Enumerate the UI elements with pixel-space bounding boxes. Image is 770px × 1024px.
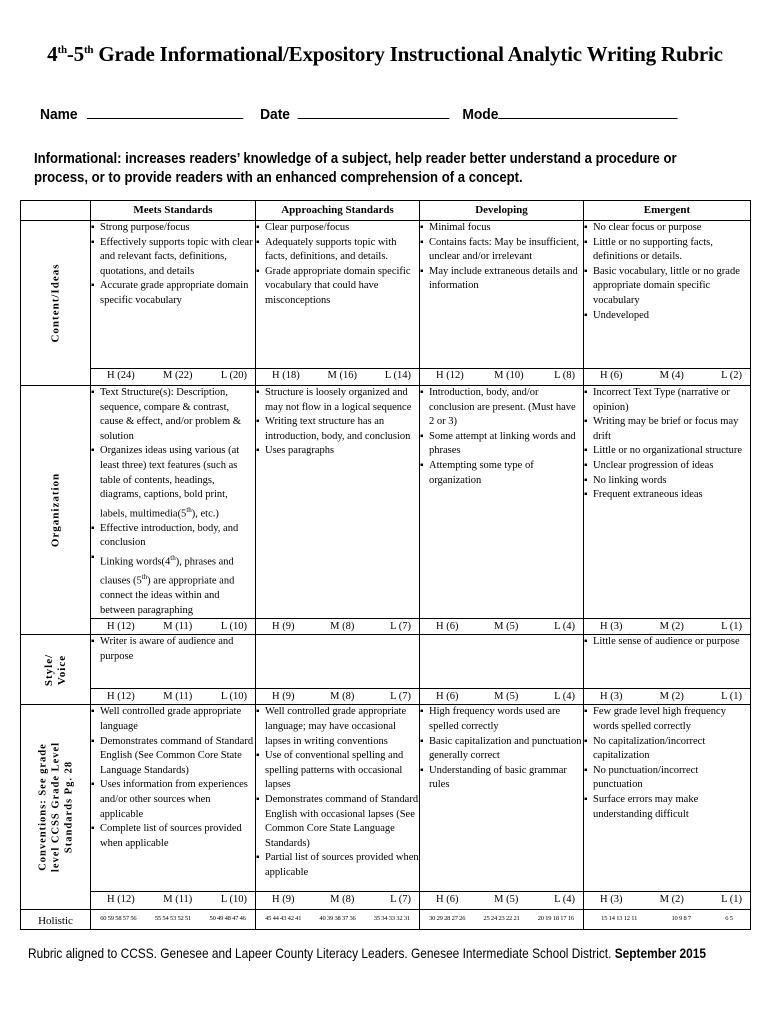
criteria-cell: [256, 386, 420, 619]
criteria-list: [91, 386, 255, 618]
criteria-item: ▪ No clear focus or purpose: [584, 221, 750, 236]
criteria-item: ▪ Some attempt at linking words and phrases: [420, 430, 583, 459]
score-option[interactable]: H (12): [107, 893, 135, 905]
criteria-item: ▪ Text Structure(s): Description, sequence, compare & contrast, cause & effect, and/or problem & solution: [91, 386, 255, 444]
score-option[interactable]: H (6): [436, 690, 459, 702]
criteria-row-content-ideas: [21, 221, 751, 369]
holistic-score-range: 15 14 13 12 11: [601, 915, 638, 923]
criteria-item: ▪ Contains facts: May be insufficient, unclear and/or irrelevant: [420, 236, 583, 265]
criteria-list: [584, 221, 750, 323]
holistic-score-range: 25 24 23 22 21: [483, 915, 520, 923]
criteria-item: ▪ Little sense of audience or purpose: [584, 635, 750, 650]
score-cell: [91, 619, 256, 635]
score-option[interactable]: M (2): [659, 893, 684, 905]
criteria-list: [584, 386, 750, 503]
score-row: [21, 619, 751, 635]
criteria-cell: [91, 705, 256, 892]
criteria-cell: [584, 386, 751, 619]
name-field[interactable]: [87, 104, 243, 119]
score-cell: [584, 892, 751, 910]
criteria-list: [256, 705, 419, 880]
criteria-item: ▪ Frequent extraneous ideas: [584, 488, 750, 503]
criteria-list: [256, 221, 419, 309]
score-option[interactable]: M (8): [330, 893, 355, 905]
holistic-cell: [584, 910, 751, 930]
holistic-row: [21, 910, 751, 930]
holistic-score-range: 60 59 58 57 56: [100, 915, 137, 923]
score-option[interactable]: H (6): [600, 370, 623, 382]
row-label: [43, 654, 69, 686]
criteria-item: ▪ Demonstrates command of Standard English (See Common Core State Language Standards): [91, 735, 255, 779]
criteria-item: ▪ Minimal focus: [420, 221, 583, 236]
name-label: Name: [40, 106, 78, 123]
holistic-cell: [256, 910, 420, 930]
criteria-list: [584, 635, 750, 650]
score-option[interactable]: H (12): [107, 620, 135, 632]
holistic-score-range: 20 19 18 17 16: [537, 915, 574, 923]
score-cell: [420, 892, 584, 910]
score-option[interactable]: L (1): [721, 620, 742, 632]
corner-cell: [21, 201, 91, 221]
score-option[interactable]: M (11): [163, 620, 193, 632]
score-option[interactable]: M (4): [659, 370, 684, 382]
column-header: Approaching Standards: [256, 201, 420, 221]
score-option[interactable]: M (8): [330, 690, 355, 702]
criteria-list: [584, 705, 750, 822]
criteria-item: ▪ Unclear progression of ideas: [584, 459, 750, 474]
score-option[interactable]: H (3): [600, 690, 623, 702]
holistic-score-range: 6 5: [725, 915, 733, 923]
holistic-score-range: 30 29 28 27 26: [429, 915, 466, 923]
row-label-cell: [21, 221, 91, 386]
criteria-item: ▪ Well controlled grade appropriate language: [91, 705, 255, 734]
criteria-cell: [420, 386, 584, 619]
score-option[interactable]: H (24): [107, 370, 135, 382]
criteria-item: ▪ Clear purpose/focus: [256, 221, 419, 236]
criteria-item: ▪ No punctuation/incorrect punctuation: [584, 764, 750, 793]
footer: Rubric aligned to CCSS. Genesee and Lapeer County Literacy Leaders. Genesee Intermediate School District. September 2015: [28, 945, 707, 961]
criteria-list: [91, 705, 255, 851]
row-label-line: Content/Ideas: [49, 263, 61, 343]
criteria-item: ▪ Little or no supporting facts, definitions or details.: [584, 236, 750, 265]
criteria-list: [420, 705, 583, 793]
criteria-item: ▪ Grade appropriate domain specific vocabulary that could have misconceptions: [256, 265, 419, 309]
score-row: [21, 369, 751, 386]
holistic-cell: [420, 910, 584, 930]
score-cell: [584, 369, 751, 386]
holistic-cell: [91, 910, 256, 930]
criteria-item: ▪ Basic capitalization and punctuation generally correct: [420, 735, 583, 764]
column-header: Developing: [420, 201, 584, 221]
intro-text: Informational: increases readers’ knowledge of a subject, help reader better understand a procedure or process, or to provide readers with an enhanced comprehension of a concept.: [34, 150, 677, 186]
criteria-item: ▪ No linking words: [584, 474, 750, 489]
criteria-item: ▪ Attempting some type of organization: [420, 459, 583, 488]
score-row: [21, 892, 751, 910]
score-option[interactable]: H (9): [272, 620, 295, 632]
score-option[interactable]: L (4): [554, 620, 575, 632]
score-cell: [420, 369, 584, 386]
row-label-line: Standards Pg. 28: [63, 761, 74, 854]
score-option[interactable]: L (1): [721, 893, 742, 905]
score-cell: [420, 619, 584, 635]
criteria-item: ▪ Surface errors may make understanding difficult: [584, 793, 750, 822]
score-option[interactable]: H (12): [436, 370, 464, 382]
score-option[interactable]: M (2): [659, 690, 684, 702]
criteria-list: [256, 386, 419, 459]
score-option[interactable]: M (5): [494, 620, 519, 632]
score-option[interactable]: L (20): [220, 370, 247, 382]
criteria-item: ▪ May include extraneous details and information: [420, 265, 583, 294]
header-fields: [40, 104, 684, 123]
criteria-row-style-voice: [21, 635, 751, 689]
score-cell: [584, 619, 751, 635]
criteria-item: ▪ Organizes ideas using various (at least three) text features (such as table of contents, headings, diagrams, captions, bold print, labels, multimedia(5th), etc.): [91, 444, 255, 521]
score-option[interactable]: H (3): [600, 620, 623, 632]
holistic-score-range: 50 49 48 47 46: [209, 915, 246, 923]
criteria-item: ▪ Use of conventional spelling and spelling patterns with occasional lapses: [256, 749, 419, 793]
date-label: Date: [260, 106, 290, 123]
criteria-item: ▪ Few grade level high frequency words spelled correctly: [584, 705, 750, 734]
score-cell: [91, 369, 256, 386]
score-option[interactable]: H (9): [272, 893, 295, 905]
criteria-item: ▪ Little or no organizational structure: [584, 444, 750, 459]
score-option[interactable]: L (7): [390, 690, 411, 702]
holistic-score-range: 55 54 53 52 51: [154, 915, 192, 923]
column-header: Emergent: [584, 201, 751, 221]
score-option[interactable]: M (5): [494, 690, 519, 702]
score-option[interactable]: L (14): [384, 370, 411, 382]
holistic-score-range: 35 34 33 32 31: [373, 915, 410, 923]
score-option[interactable]: M (11): [163, 690, 193, 702]
criteria-item: ▪ Structure is loosely organized and may not flow in a logical sequence: [256, 386, 419, 415]
row-label-cell: [21, 386, 91, 635]
criteria-item: ▪ Basic vocabulary, little or no grade appropriate domain specific vocabulary: [584, 265, 750, 309]
row-label-line: Conventions: See grade: [37, 743, 48, 872]
criteria-item: ▪ Partial list of sources provided when applicable: [256, 851, 419, 880]
score-option[interactable]: L (4): [554, 893, 575, 905]
criteria-item: ▪ Effectively supports topic with clear and relevant facts, definitions, quotations, and details: [91, 236, 255, 280]
score-option[interactable]: M (2): [659, 620, 684, 632]
row-label-cell: [21, 635, 91, 705]
criteria-cell: [420, 635, 584, 689]
column-header: Meets Standards: [91, 201, 256, 221]
row-label-line: Voice: [55, 654, 68, 686]
criteria-item: ▪ Linking words(4th), phrases and clauses (5th) are appropriate and connect the ideas within and between paragraphing: [91, 551, 255, 618]
page-title: 4th-5th Grade Informational/Expository Instructional Analytic Writing Rubric: [47, 42, 723, 66]
mode-label: Mode: [462, 106, 499, 123]
criteria-cell: [91, 221, 256, 369]
score-option[interactable]: M (10): [494, 370, 524, 382]
criteria-item: ▪ Accurate grade appropriate domain specific vocabulary: [91, 279, 255, 308]
criteria-row-organization: [21, 386, 751, 619]
score-option[interactable]: H (18): [272, 370, 300, 382]
criteria-cell: [256, 635, 420, 689]
criteria-cell: [584, 635, 751, 689]
criteria-cell: [256, 221, 420, 369]
score-row: [21, 689, 751, 705]
criteria-item: ▪ Undeveloped: [584, 309, 750, 324]
score-option[interactable]: H (9): [272, 690, 295, 702]
holistic-score-range: 45 44 43 42 41: [265, 915, 302, 923]
score-cell: [256, 619, 420, 635]
score-option[interactable]: H (3): [600, 893, 623, 905]
criteria-list: [420, 386, 583, 488]
score-option[interactable]: L (8): [554, 370, 575, 382]
holistic-score-range: 10 9 8 7: [671, 915, 691, 923]
score-cell: [584, 689, 751, 705]
score-cell: [91, 892, 256, 910]
criteria-item: ▪ Understanding of basic grammar rules: [420, 764, 583, 793]
score-option[interactable]: L (7): [390, 620, 411, 632]
score-option[interactable]: L (4): [554, 690, 575, 702]
criteria-item: ▪ Demonstrates command of Standard English with occasional lapses (See Common Core State Language Standards): [256, 793, 419, 851]
row-label: [49, 263, 62, 342]
criteria-cell: [91, 635, 256, 689]
row-label-line: Style/: [42, 653, 55, 687]
score-option[interactable]: M (5): [494, 893, 519, 905]
criteria-item: ▪ High frequency words used are spelled correctly: [420, 705, 583, 734]
criteria-item: ▪ Writer is aware of audience and purpose: [91, 635, 255, 664]
score-option[interactable]: L (1): [721, 690, 742, 702]
score-option[interactable]: L (7): [390, 893, 411, 905]
score-cell: [420, 689, 584, 705]
criteria-list: [420, 221, 583, 294]
score-option[interactable]: H (6): [436, 620, 459, 632]
score-option[interactable]: H (12): [107, 690, 135, 702]
criteria-list: [91, 635, 255, 664]
row-label: [36, 742, 75, 872]
score-option[interactable]: M (22): [163, 370, 193, 382]
score-option[interactable]: L (10): [220, 893, 247, 905]
row-label: [49, 473, 62, 547]
criteria-item: ▪ No capitalization/incorrect capitalization: [584, 735, 750, 764]
score-option[interactable]: L (10): [220, 690, 247, 702]
criteria-cell: [584, 705, 751, 892]
holistic-label: Holistic: [21, 910, 91, 930]
criteria-cell: [256, 705, 420, 892]
criteria-list: [91, 221, 255, 309]
holistic-score-range: 40 39 38 37 36: [319, 915, 356, 923]
score-option[interactable]: M (11): [163, 893, 193, 905]
criteria-item: ▪ Well controlled grade appropriate language; may have occasional lapses in writing conventions: [256, 705, 419, 749]
header-row: [21, 201, 751, 221]
criteria-cell: [91, 386, 256, 619]
score-option[interactable]: L (2): [721, 370, 742, 382]
criteria-item: ▪ Writing may be brief or focus may drift: [584, 415, 750, 444]
score-cell: [256, 369, 420, 386]
score-cell: [256, 892, 420, 910]
criteria-item: ▪ Strong purpose/focus: [91, 221, 255, 236]
score-cell: [256, 689, 420, 705]
date-field[interactable]: [297, 104, 449, 119]
score-option[interactable]: H (6): [436, 893, 459, 905]
criteria-row-conventions: [21, 705, 751, 892]
criteria-item: ▪ Adequately supports topic with facts, definitions, and details.: [256, 236, 419, 265]
score-option[interactable]: M (8): [330, 620, 355, 632]
criteria-item: ▪ Writing text structure has an introduction, body, and conclusion: [256, 415, 419, 444]
row-label-line: Organization: [49, 473, 61, 548]
row-label-line: level CCSS Grade Level: [50, 742, 61, 873]
criteria-item: ▪ Incorrect Text Type (narrative or opinion): [584, 386, 750, 415]
criteria-cell: [420, 705, 584, 892]
criteria-cell: [584, 221, 751, 369]
criteria-item: ▪ Uses information from experiences and/or other sources when applicable: [91, 778, 255, 822]
score-cell: [91, 689, 256, 705]
score-option[interactable]: M (16): [327, 370, 357, 382]
criteria-item: ▪ Effective introduction, body, and conclusion: [91, 522, 255, 551]
score-option[interactable]: L (10): [220, 620, 247, 632]
criteria-item: ▪ Complete list of sources provided when applicable: [91, 822, 255, 851]
criteria-item: ▪ Uses paragraphs: [256, 444, 419, 459]
row-label-cell: [21, 705, 91, 910]
rubric-table: [20, 200, 751, 930]
criteria-item: ▪ Introduction, body, and/or conclusion are present. (Must have 2 or 3): [420, 386, 583, 430]
criteria-cell: [420, 221, 584, 369]
mode-field[interactable]: [498, 104, 677, 119]
